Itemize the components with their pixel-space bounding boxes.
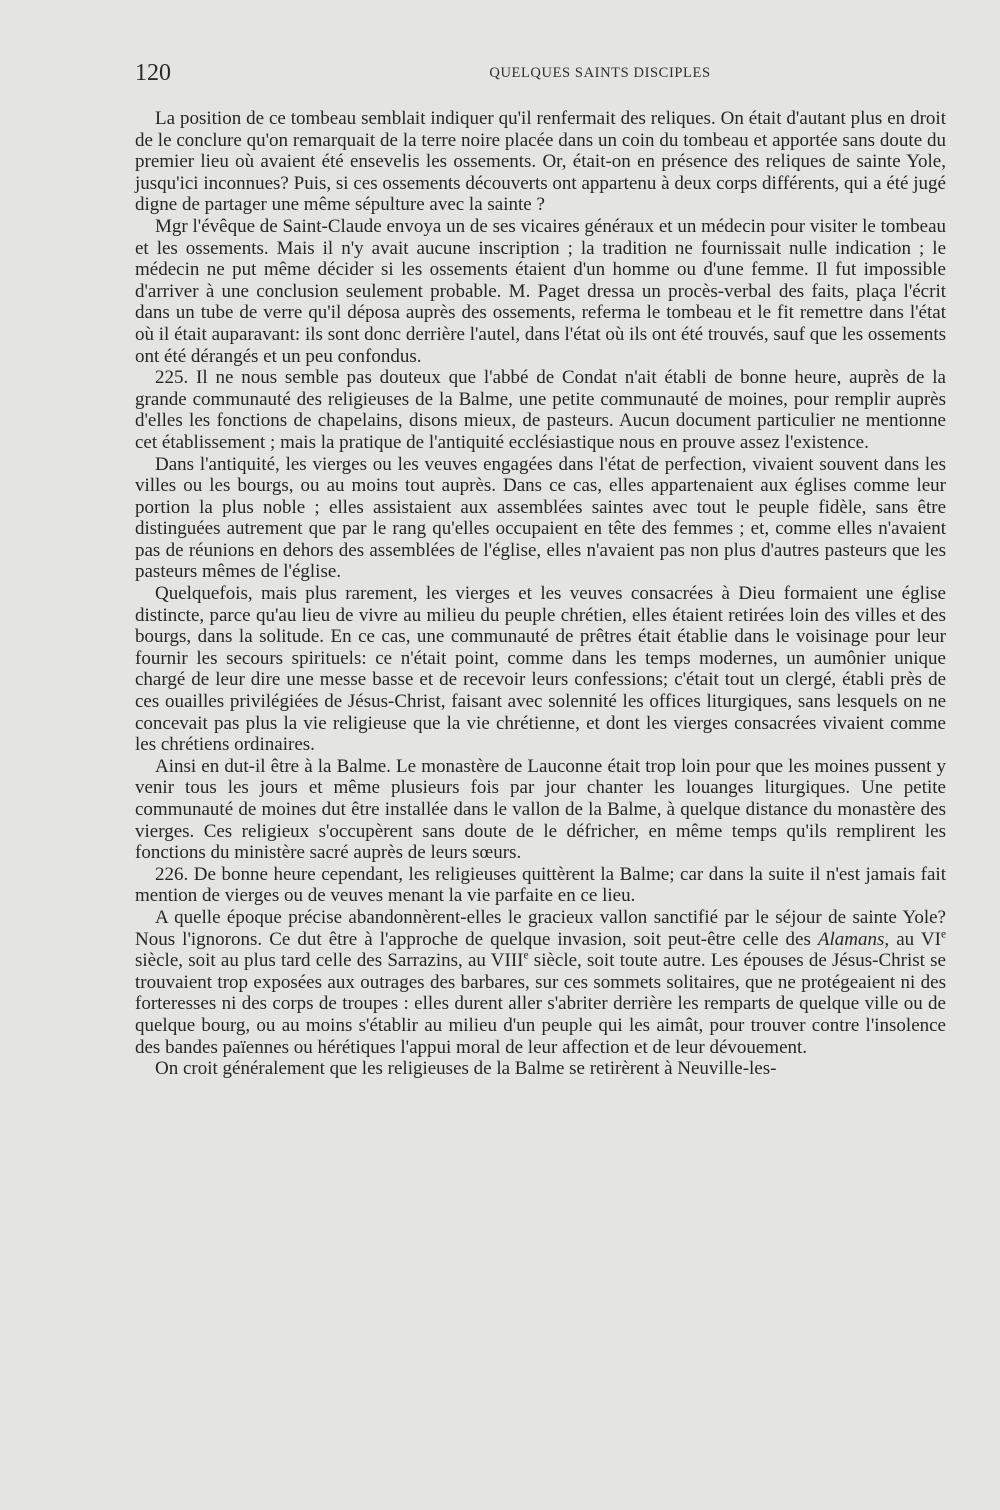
superscript-e-2: e <box>523 949 529 962</box>
paragraph-3: 225. Il ne nous semble pas douteux que l'abbé de Condat n'ait établi de bonne heure, auprès de la grande communauté des religieuses de la Balme, une petite communauté de moines, pour remplir auprès d'elles les fonctions de chapelains, disons mieux, de pasteurs. Aucun document particulier ne mentionne cet établissement ; mais la pratique de l'antiquité ecclésiastique nous en prouve assez l'existence. <box>135 367 946 453</box>
paragraph-2: Mgr l'évêque de Saint-Claude envoya un de ses vicaires généraux et un médecin pour visiter le tombeau et les ossements. Mais il n'y avait aucune inscription ; la tradition ne fournissait nulle indication ; le médecin ne put même décider si les ossements étaient d'un homme ou d'une femme. Il fut impossible d'arriver à une conclusion seulement probable. M. Paget dressa un procès-verbal des faits, plaça l'écrit dans un tube de verre qu'il déposa auprès des ossements, referma le tombeau et le fit remettre dans l'état où il était auparavant: ils sont donc derrière l'autel, dans l'état où ils ont été trouvés, sauf que les ossements ont été dérangés et un peu confondus. <box>135 215 946 367</box>
page-number: 120 <box>135 60 171 86</box>
italic-alamans: Alamans <box>817 928 885 950</box>
paragraph-7: 226. De bonne heure cependant, les religieuses quittèrent la Balme; car dans la suite il n'est jamais fait mention de vierges ou de veuves menant la vie parfaite en ce lieu. <box>135 863 946 907</box>
paragraph-5: Quelquefois, mais plus rarement, les vierges et les veuves consacrées à Dieu formaient une église distincte, parce qu'au lieu de vivre au milieu du peuple chrétien, elles étaient retirées loin des villes et des bourgs, dans la solitude. En ce cas, une communauté de prêtres était établie dans le voisinage pour leur fournir les secours spirituels: ce n'était point, comme dans les temps modernes, un aumônier unique chargé de leur dire une messe basse et de recevoir leurs confessions; c'était tout un clergé, établi près de ces ouailles privilégiées de Jésus-Christ, faisant avec solennité les offices liturgiques, sans lesquels on ne concevait pas plus la vie religieuse que la vie chrétienne, et dont les vierges consacrées vivaient comme les chrétiens ordinaires. <box>135 583 946 756</box>
superscript-e-1: e <box>940 928 946 941</box>
running-title: QUELQUES SAINTS DISCIPLES <box>489 65 711 81</box>
body-text <box>135 108 946 1080</box>
paragraph-8 <box>135 907 946 1058</box>
paragraph-8-part-4: siècle, soit toute autre. Les épouses de Jésus-Christ se trouvaient trop exposées aux outrages des barbares, sur ces sommets solitaires, que ne protégeaient ni des forteresses ni des corps de troupes : elles durent aller s'abriter derrière les remparts de quelque ville ou de quelque bourg, ou au moins s'établir au milieu d'un peuple qui les aimât, pour trouver contre l'insolence des bandes païennes ou hérétiques l'appui moral de leur affection et de leur dévouement. <box>135 950 946 1058</box>
paragraph-4: Dans l'antiquité, les vierges ou les veuves engagées dans l'état de perfection, vivaient souvent dans les villes ou les bourgs, ou au moins tout auprès. Dans ce cas, elles appartenaient aux églises comme leur portion la plus noble ; elles assistaient aux assemblées saintes avec tout le peuple fidèle, sans être distinguées autrement que par le rang qu'elles occupaient en tête des femmes ; et, comme elles n'avaient pas de réunions en dehors des assemblées de l'église, elles n'avaient pas non plus d'autres pasteurs que les pasteurs mêmes de l'église. <box>135 453 946 583</box>
paragraph-1: La position de ce tombeau semblait indiquer qu'il renfermait des reliques. On était d'autant plus en droit de le conclure qu'on remarquait de la terre noire placée dans un coin du tombeau et apportée sans doute du premier lieu où avaient été ensevelis les ossements. Or, était-on en présence des reliques de sainte Yole, jusqu'ici inconnues? Puis, si ces ossements découverts ont appartenu à deux corps différents, qui a été jugé digne de partager une même sépulture avec la sainte ? <box>135 108 946 216</box>
paragraph-8-part-3: siècle, soit au plus tard celle des Sarrazins, au VIII <box>135 950 524 972</box>
paragraph-8-part-2: , au VI <box>884 928 941 950</box>
paragraph-6: Ainsi en dut-il être à la Balme. Le monastère de Lauconne était trop loin pour que les moines pussent y venir tous les jours et même plusieurs fois par jour chanter les louanges liturgiques. Une petite communauté de moines dut être installée dans le vallon de la Balme, à quelque distance du monastère des vierges. Ces religieux s'occupèrent sans doute de le défricher, en même temps qu'ils remplirent les fonctions du ministère sacré auprès de leurs sœurs. <box>135 755 946 864</box>
page-header <box>135 58 945 88</box>
paragraph-8-part-1: A quelle époque précise abandonnèrent-elles le gracieux vallon sanctifié par le séjour de sainte Yole? Nous l'ignorons. Ce dut être à l'approche de quelque invasion, soit peut-être celle des <box>135 906 946 950</box>
paragraph-9: On croit généralement que les religieuses de la Balme se retirèrent à Neuville-les- <box>155 1058 777 1080</box>
